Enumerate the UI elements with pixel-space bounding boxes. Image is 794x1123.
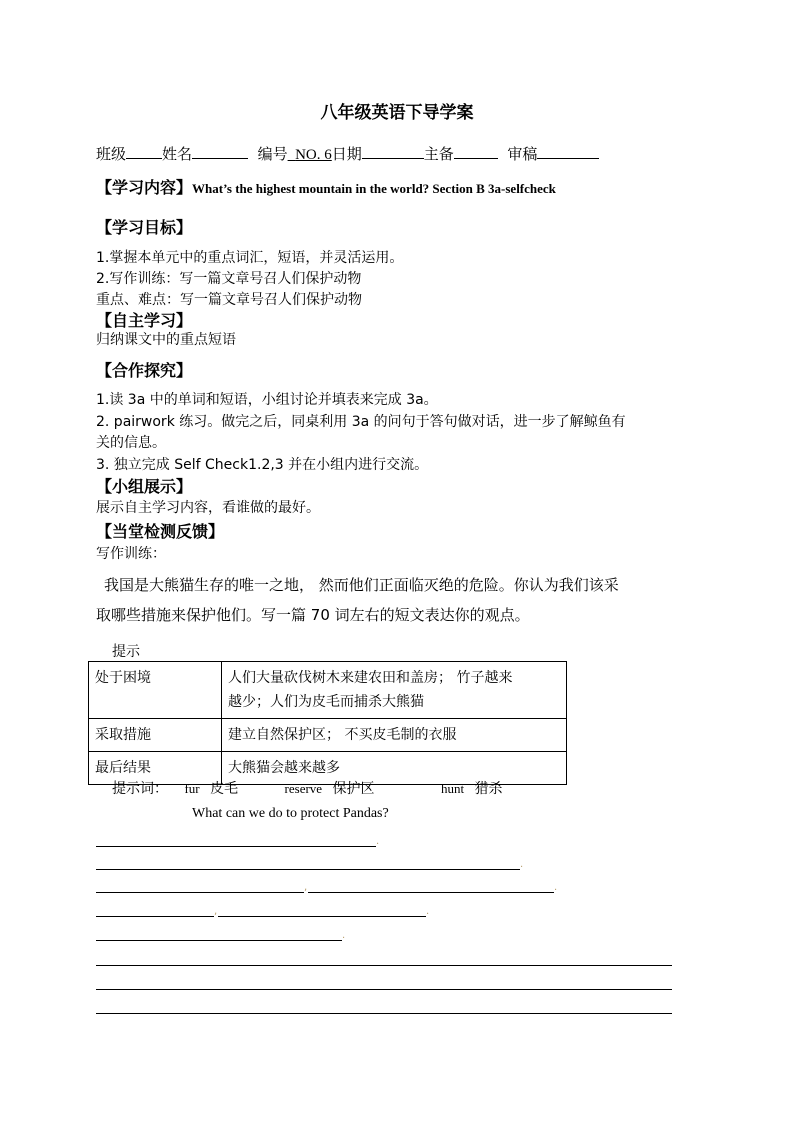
writing-line[interactable] (96, 940, 342, 941)
line-end-mark: , (214, 906, 218, 917)
table-row (89, 662, 567, 719)
hint-words-label: 提示词： (112, 781, 168, 797)
writing-line[interactable] (96, 965, 672, 966)
cooperation-item: 3. 独立完成 Self Check1.2,3 并在小组内进行交流。 (96, 457, 429, 473)
name-label: 姓名 (162, 145, 193, 163)
review-blank[interactable] (537, 143, 599, 159)
cooperation-heading: 【合作探究】 (96, 361, 193, 380)
lead-blank[interactable] (454, 143, 498, 159)
table-row (89, 719, 567, 752)
hint-table (88, 661, 567, 785)
hint-word-en: reserve (284, 781, 323, 796)
goals-heading: 【学习目标】 (96, 218, 193, 237)
writing-line[interactable] (308, 892, 554, 893)
line-end-mark: , (304, 882, 308, 893)
writing-line[interactable] (96, 916, 214, 917)
hint-word-zh: 猎杀 (474, 781, 503, 797)
table-cell (222, 662, 567, 719)
hint-words (112, 778, 503, 798)
writing-line[interactable] (218, 916, 426, 917)
line-end-mark: . (554, 882, 558, 893)
table-cell: 大熊猫会越来越多 (222, 752, 567, 785)
table-cell: 最后结果 (89, 752, 222, 785)
show-heading: 【小组展示】 (96, 477, 193, 496)
number-label: 编号 (257, 145, 288, 163)
writing-line[interactable] (96, 846, 376, 847)
hint-word-en: hunt (440, 781, 465, 796)
table-cell: 建立自然保护区； 不买皮毛制的衣服 (222, 719, 567, 752)
line-end-mark: . (376, 836, 380, 847)
show-text: 展示自主学习内容，看谁做的最好。 (96, 500, 320, 516)
goal-item: 重点、难点：写一篇文章号召人们保护动物 (96, 292, 362, 308)
hint-label: 提示 (112, 644, 140, 660)
class-blank[interactable] (126, 143, 162, 159)
line-end-mark: . (520, 859, 524, 870)
hint-word-en: fur (184, 781, 200, 796)
content-heading: 【学习内容】 (96, 178, 193, 197)
class-label: 班级 (96, 145, 127, 163)
table-cell: 采取措施 (89, 719, 222, 752)
line-end-mark: . (426, 906, 430, 917)
name-blank[interactable] (192, 143, 248, 159)
content-text: What’s the highest mountain in the world? Section B 3a-selfcheck (192, 181, 556, 196)
writing-line[interactable] (96, 892, 304, 893)
content-line (96, 175, 556, 198)
feedback-heading: 【当堂检测反馈】 (96, 522, 225, 541)
page-title: 八年级英语下导学案 (320, 103, 474, 123)
cell-line: 越少；人们为皮毛而捕杀大熊猫 (228, 694, 424, 710)
cooperation-item: 2. pairwork 练习。做完之后，同桌利用 3a 的问句于答句做对话，进一步了解鲸鱼有 (96, 414, 626, 430)
lead-label: 主备 (423, 145, 454, 163)
feedback-subheading: 写作训练： (96, 546, 166, 562)
review-label: 审稿 (507, 145, 538, 163)
date-label: 日期 (331, 145, 362, 163)
self-study-heading: 【自主学习】 (96, 311, 193, 330)
writing-line[interactable] (96, 1013, 672, 1014)
cell-line: 人们大量砍伐树木来建农田和盖房； 竹子越来 (228, 670, 513, 686)
cooperation-item: 1.读 3a 中的单词和短语，小组讨论并填表来完成 3a。 (96, 392, 438, 408)
hint-word-zh: 皮毛 (210, 781, 239, 797)
writing-line[interactable] (96, 989, 672, 990)
self-study-text: 归纳课文中的重点短语 (96, 332, 236, 348)
writing-prompt-line: 我国是大熊猫生存的唯一之地， 然而他们正面临灭绝的危险。你认为我们该采 (104, 576, 619, 594)
info-line (96, 143, 599, 164)
hint-word-zh: 保护区 (332, 781, 375, 797)
goal-item: 1.掌握本单元中的重点词汇，短语，并灵活运用。 (96, 250, 404, 266)
number-value: NO. 6 (295, 147, 332, 163)
goal-item: 2.写作训练：写一篇文章号召人们保护动物 (96, 271, 362, 287)
line-end-mark: . (342, 930, 346, 941)
writing-line[interactable] (96, 869, 520, 870)
essay-title: What can we do to protect Pandas? (192, 806, 389, 821)
writing-prompt-line: 取哪些措施来保护他们。写一篇 70 词左右的短文表达你的观点。 (96, 606, 530, 624)
cooperation-item: 关的信息。 (96, 435, 166, 451)
date-blank[interactable] (362, 143, 424, 159)
table-cell: 处于困境 (89, 662, 222, 719)
